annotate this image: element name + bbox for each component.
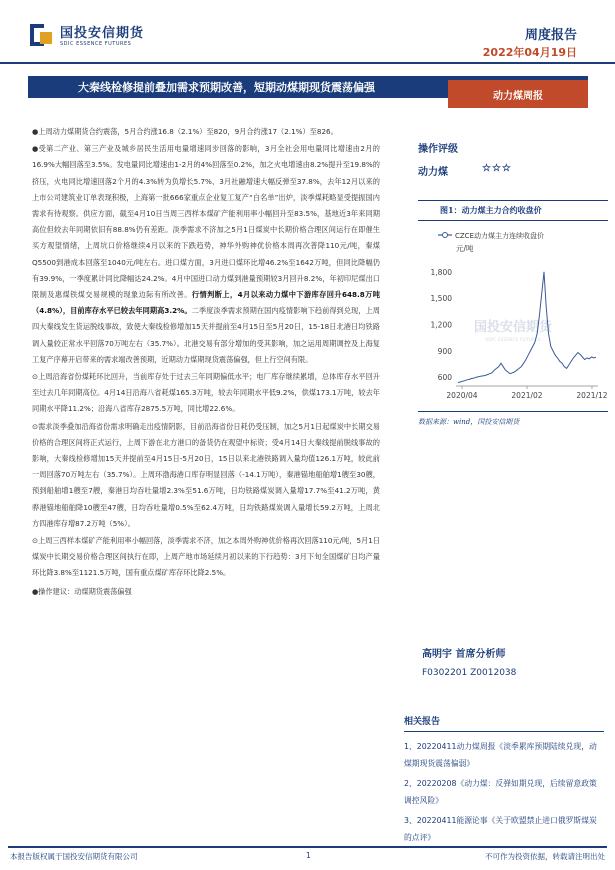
summary-paragraph: ●上周动力煤期货合约震荡，5月合约涨16.8（2.1%）至820，9月合约涨17（2.1%）至826。 <box>32 127 338 136</box>
production-paragraph: ⊙上周三西样本煤矿产能利用率小幅回落，淡季需求不济，加之本周外购神优价格再次回落110元/吨，5月1日煤炭中长期交易价格合理区间执行在即，上周产地市场延续月初以来的下行趋势：3月下旬全国煤矿日均产量环比降3.8%至1121.5万吨，国有重点煤矿库存环比降2.5%。 <box>32 536 380 578</box>
price-chart-svg <box>418 221 608 411</box>
footer-divider <box>8 846 607 848</box>
related-heading: 相关报告 <box>404 700 604 732</box>
related-reports <box>404 700 604 849</box>
main-text <box>32 124 380 601</box>
related-report-link[interactable]: 3、20220411能源论事《关于欧盟禁止进口俄罗斯煤炭的点评》 <box>404 816 597 842</box>
logo-mark-icon <box>30 24 54 46</box>
related-report-link[interactable]: 1、20220411动力煤周报《淡季累库预期陆续兑现，动煤期现货震荡偏弱》 <box>404 742 597 768</box>
analyst-info <box>418 645 608 678</box>
logo-name-en: SDIC ESSENCE FUTURES <box>60 41 132 47</box>
y-tick-label: 1,800 <box>430 267 452 277</box>
port-paragraph: ⊙需求淡季叠加沿海省份需求明确走出疫情阴影，目前沿海省份日耗仍受压制，加之5月1日起煤炭中长期交易价格的合理区间将正式运行，上周下游在北方港口的备货仍在观望中标资；受4月14日大秦线提前脱线事故的影响，大秦线检修增加15天并提前至4月15日-5月20日，15日以来北港铁路调入量均值126.1万吨，较此前一周回落70万吨左右（35.7%）。上周环渤海港口库存明显回落（-14.1万吨），秦港锚地船舶增1艘至30艘，预到船舶增1艘至7艘，秦港日均吞吐量增2.3%至51.6万吨，日均铁路煤炭调入量增17.7%至41.2万吨，黄骅港锚地船舶降10艘至47艘，日均吞吐量增0.5%至62.4万吨，日均铁路煤炭调入量增长59.2万吨，上周北方四港库存增87.2万吨（5%）。 <box>32 421 380 528</box>
watermark-subtext: SDIC ESSENCE FUTURES <box>485 338 541 343</box>
rating-label: 动力煤 <box>418 167 448 178</box>
report-type: 周度报告 <box>524 28 577 43</box>
rating-row <box>418 163 608 178</box>
analysis-paragraph <box>32 141 380 368</box>
y-tick-label: 1,500 <box>430 294 452 304</box>
analysis-highlight: 行情判断上，4月以来动力煤中下游库存回升648.8万吨（4.8%），目前库存水平已较去年同期高3.2%。 <box>32 290 380 316</box>
title-bar <box>28 76 588 102</box>
report-title: 大秦线检修提前叠加需求预期改善，短期动煤期现货震荡偏强 <box>78 81 375 94</box>
y-tick-label: 600 <box>437 373 452 383</box>
analyst-name: 高明宇 首席分析师 <box>422 649 506 660</box>
operation-advice: ●操作建议：动煤期货震荡偏强 <box>32 586 132 596</box>
sidebar <box>418 140 608 427</box>
consumption-paragraph: ⊙上周沿海省份煤耗环比回升，当前库存处于过去三年同期偏低水平；电厂库存继续累增，总体库存水平回升至过去几年同期高位。4月14日沿海八省耗煤165.3万吨，较去年同期水平低9.2%，供煤173.1万吨，较去年同期水平降11.2%；沿海八省库存2875.5万吨，同比增22.6%。 <box>32 372 380 414</box>
analysis-outlook: 二季度淡季需求预期在国内疫情影响下趋前得到兑现，上周四大秦线发生货运脱线事故，致使大秦线检修增加15天并提前至4月15日至5月20日，15-18日北港日均铁路调入量较正常水平回落70万吨左右（35.7%）。北港交易有部分增加的受其影响，加之运用周期调控及上海复工复产序幕开启带来的需求端改善预期，近期动力煤期现货震荡偏强，但上行空间有限。 <box>32 306 380 364</box>
y-tick-label: 900 <box>437 346 452 356</box>
footer-copyright: 本报告版权属于国投安信期货有限公司 <box>10 852 138 861</box>
page-number: 1 <box>306 851 311 860</box>
header-divider <box>0 62 615 64</box>
x-tick-label: 2021/12 <box>576 391 608 400</box>
page-footer <box>0 838 615 870</box>
legend-label: CZCE动力煤主力连续收盘价 <box>455 232 544 240</box>
watermark-text: 国投安信期货 <box>473 320 553 335</box>
page-header <box>0 0 615 72</box>
data-source: 数据来源：wind，国投安信期货 <box>418 411 608 427</box>
report-tag: 动力煤周报 <box>448 80 588 108</box>
report-date: 2022年04月19日 <box>482 46 577 59</box>
y-tick-label: 1,200 <box>430 320 452 330</box>
analysis-text: ●受第二产业、第三产业及城乡居民生活用电量增速同步回落的影响，3月全社会用电量同比增速由2月的16.9%大幅回落至3.5%。发电量同比增速由1-2月的4%回落至0.2%，加之火电增速由8.2%提升至19.8%的挤压，火电同比增速回落2个月的4.3%转为负增长5.7%、3月社融增速大幅反弹至37.8%，去年12月以来的上市公司建筑业订单表现积极，上海第一批666家重点企业复工复产“白名单”出炉，淡季煤耗略显受提振国内需求有待观察。供应方面，截至4月10日当周三西样本煤矿产能利用率小幅回升至83.5%，基地近3年来同期高位但较去年同期依旧有88.8%仍有差距。淡季需求不济加之5月1日煤炭中长期价格合理区间运行在即催生买方观望情绪，上周坑口价格继续4月以来的下跌趋势，神华外购神优价格本周再次普降110元/吨，秦煤Q5500到港成本回落至1040元/吨左右。进口煤方面，3月进口煤环比增46.2%至1642万吨，但同比降幅仍有39.9%，一季度累计同比降幅达24.2%。4月中国进口动力煤到港量预期较3月回升8.2%，年初印尼煤出口限制及惠煤铁煤交易规模的现象边际有所改善。 <box>32 144 380 300</box>
legend-marker <box>443 233 448 238</box>
logo-name-cn: 国投安信期货 <box>60 26 145 41</box>
footer-disclaimer: 不可作为投资依据，转载请注明出处 <box>485 852 605 861</box>
related-report-link[interactable]: 2、20220208《动力煤：反弹如期兑现，后续留意政策调控风险》 <box>404 779 597 805</box>
rating-heading: 操作评级 <box>418 144 458 155</box>
company-logo <box>30 22 144 47</box>
rating-stars-icon: ☆☆☆ <box>482 163 512 174</box>
y-axis-label: 元/吨 <box>456 244 474 253</box>
analyst-ids: F0302201 Z0012038 <box>422 668 517 678</box>
price-chart <box>418 221 608 411</box>
x-tick-label: 2020/04 <box>446 391 478 400</box>
figure-title: 图1：动力煤主力合约收盘价 <box>418 200 608 221</box>
x-tick-label: 2021/02 <box>511 391 543 400</box>
